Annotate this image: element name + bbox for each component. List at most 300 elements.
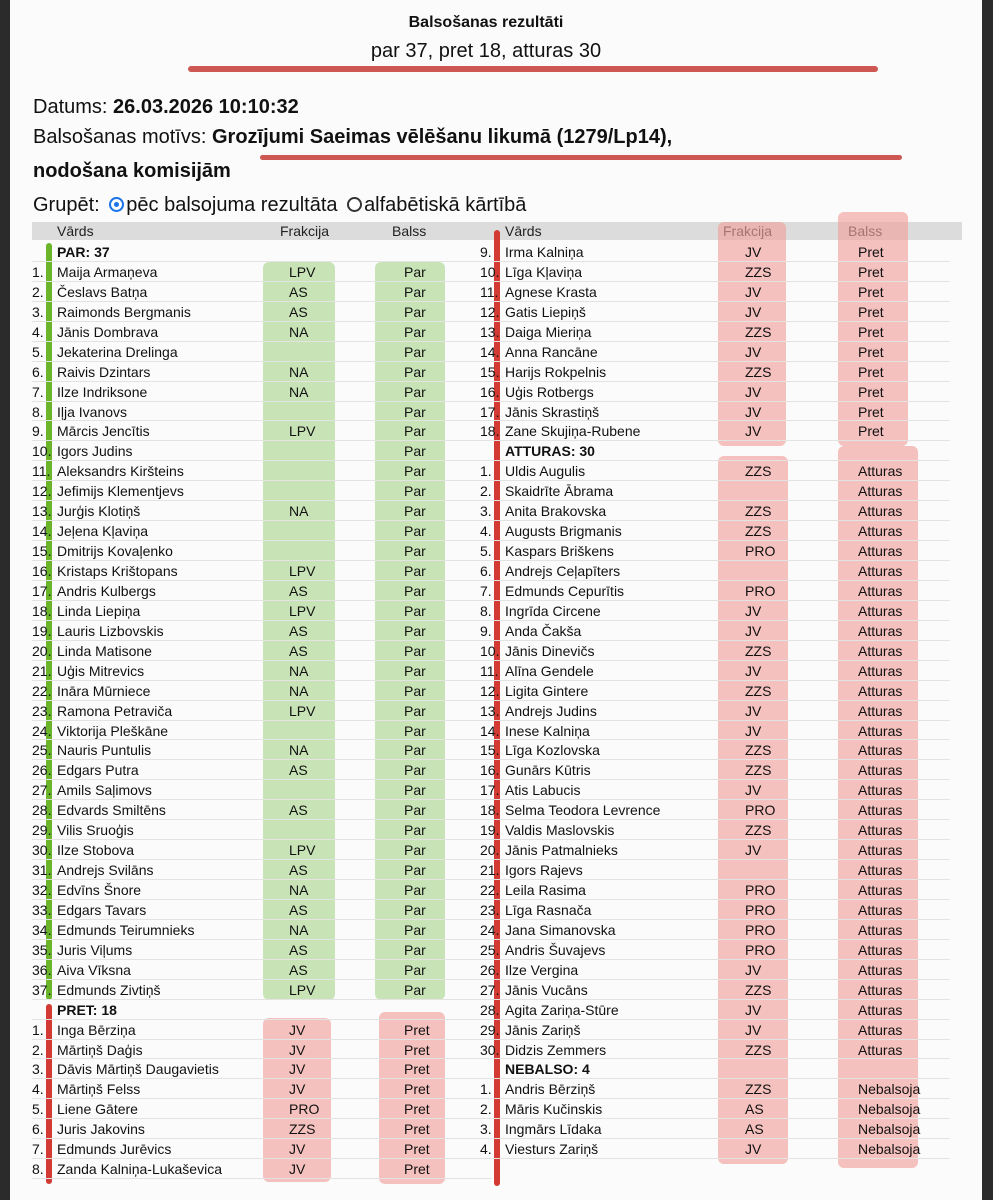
member-vote: Par [404,702,426,719]
member-faction: ZZS [745,363,772,380]
member-vote: Atturas [858,622,903,639]
member-faction: AS [289,622,308,639]
table-row [32,1020,492,1040]
member-name: Jefimijs Klementjevs [57,483,184,500]
row-number: 7. [480,582,492,599]
member-name: Gunārs Kūtris [505,762,591,779]
member-name: Zanda Kalniņa-Lukaševica [57,1161,222,1178]
member-faction: AS [745,1121,764,1138]
member-name: Edmunds Jurēvics [57,1141,172,1158]
member-vote: Par [404,383,426,400]
member-vote: Pret [858,343,884,360]
member-faction: ZZS [745,762,772,779]
member-faction: ZZS [745,682,772,699]
motive-underline-marker [260,155,902,160]
table-row [480,541,950,561]
member-vote: Par [404,323,426,340]
member-vote: Pret [404,1121,430,1138]
table-row [32,282,492,302]
member-vote: Atturas [858,842,903,859]
member-name: Raimonds Bergmanis [57,303,191,320]
table-row [32,441,492,461]
member-name: Jānis Zariņš [505,1021,581,1038]
member-vote: Atturas [858,702,903,719]
row-number: 17. [480,403,500,420]
member-vote: Atturas [858,1001,903,1018]
member-name: Igors Judins [57,443,133,460]
row-number: 16. [32,563,52,579]
member-faction: LPV [289,263,316,280]
row-number: 4. [32,323,44,340]
row-number: 18. [480,802,500,819]
member-name: Jekaterina Drelinga [57,343,178,360]
vote-summary: par 37, pret 18, atturas 30 [370,40,602,62]
member-vote: Atturas [858,602,903,619]
row-number: 12. [32,483,52,500]
member-name: Mārcis Jencītis [57,423,150,440]
member-vote: Pret [858,244,884,260]
row-number: 1. [32,1021,44,1038]
row-number: 3. [32,303,44,320]
member-vote: Pret [404,1021,430,1038]
table-row [480,1000,950,1020]
table-row [480,1020,950,1040]
table-row [32,402,492,422]
row-number: 26. [32,762,52,779]
member-name: Edmunds Teirumnieks [57,921,195,938]
row-number: 5. [32,1101,44,1118]
summary-underline-marker [188,66,878,72]
motive-label: Balsošanas motīvs: [33,126,207,148]
member-vote: Par [404,782,426,799]
row-number: 33. [32,901,52,918]
table-row [32,701,492,721]
row-number: 8. [480,602,492,619]
member-name: Andris Kulbergs [57,582,156,599]
member-name: Jānis Dinevičs [505,642,595,659]
table-row [480,1079,950,1099]
member-faction: ZZS [745,1041,772,1058]
member-faction: NA [289,921,309,938]
radio-alphabetical[interactable] [347,197,362,212]
member-vote: Par [404,762,426,779]
row-number: 4. [480,1141,492,1158]
member-faction: JV [745,403,762,420]
table-row [480,1099,950,1119]
member-vote: Atturas [858,862,903,879]
row-number: 18. [480,423,500,440]
member-name: Jānis Vucāns [505,981,588,998]
row-number: 8. [32,1161,44,1178]
motive-line [33,126,672,149]
table-row [480,302,950,322]
member-faction: JV [289,1161,306,1178]
member-faction: NA [289,363,309,380]
member-name: Edgars Putra [57,762,139,779]
table-row [480,900,950,920]
member-name: Ramona Petraviča [57,702,173,719]
member-vote: Atturas [858,563,903,579]
row-number: 4. [32,1081,44,1098]
member-name: Anda Čakša [505,622,582,639]
member-vote: Atturas [858,762,903,779]
date-value: 26.03.2026 10:10:32 [113,96,299,118]
member-faction: JV [745,722,762,739]
row-number: 10. [480,642,500,659]
member-faction: NA [289,742,309,759]
row-number: 2. [480,483,492,500]
member-faction: JV [745,842,762,859]
group-title: NEBALSO: 4 [505,1061,590,1078]
row-number: 7. [32,383,44,400]
member-name: Andrejs Judins [505,702,597,719]
col-name-header: Vārds [57,223,94,239]
table-row [480,501,950,521]
member-vote: Atturas [858,543,903,560]
col-name-header: Vārds [505,223,542,239]
member-name: Andris Šuvajevs [505,941,606,958]
member-name: Edvards Smiltēns [57,802,166,819]
member-name: Ingrīda Circene [505,602,601,619]
member-faction: AS [289,762,308,779]
table-row [32,1099,492,1119]
member-vote: Atturas [858,882,903,898]
member-faction: LPV [289,842,316,859]
member-name: Uģis Rotbergs [505,383,594,400]
member-vote: Par [404,303,426,320]
table-row [480,621,950,641]
member-name: Kaspars Briškens [505,543,614,560]
member-vote: Atturas [858,642,903,659]
grouping-label: Grupēt: [33,194,100,216]
table-row [480,641,950,661]
row-number: 5. [480,543,492,560]
table-row [480,322,950,342]
member-name: Raivis Dzintars [57,363,151,380]
member-faction: PRO [745,921,776,938]
member-faction: LPV [289,981,316,998]
row-number: 15. [32,543,52,560]
radio-by-result-label[interactable]: pēc balsojuma rezultāta [126,194,338,216]
table-row [480,1040,950,1060]
row-number: 21. [32,662,52,679]
member-vote: Atturas [858,722,903,739]
member-faction: AS [289,941,308,958]
row-number: 7. [32,1141,44,1158]
member-name: Liene Gātere [57,1101,138,1118]
row-number: 11. [32,463,51,480]
member-name: Linda Liepiņa [57,602,141,619]
member-name: Līga Kozlovska [505,742,600,759]
row-number: 6. [32,363,44,380]
member-faction: JV [745,1141,762,1158]
row-number: 16. [480,383,500,400]
member-vote: Atturas [858,901,903,918]
radio-alphabetical-label[interactable]: alfabētiskā kārtībā [364,194,527,216]
member-vote: Par [404,343,426,360]
member-name: Mārtiņš Daģis [57,1041,143,1058]
member-name: Inga Bērziņa [57,1021,136,1038]
table-row [480,461,950,481]
member-name: Igors Rajevs [505,862,583,879]
member-vote: Pret [858,303,884,320]
member-name: Juris Jakovins [57,1121,145,1138]
row-number: 11. [480,283,499,300]
row-number: 20. [32,642,52,659]
row-number: 27. [32,782,52,799]
table-row [480,880,950,900]
table-row [32,860,492,880]
row-number: 4. [480,523,492,540]
table-row [32,581,492,601]
row-number: 24. [480,921,500,938]
member-name: Amils Saļimovs [57,782,152,799]
member-faction: LPV [289,423,316,440]
member-name: Skaidrīte Ābrama [505,483,614,500]
col-faction-header: Frakcija [280,223,330,239]
member-name: Jānis Dombrava [57,323,159,340]
row-number: 6. [32,1121,44,1138]
results-sheet [10,0,982,1200]
member-faction: AS [289,961,308,978]
member-faction: ZZS [745,981,772,998]
member-vote: Atturas [858,503,903,520]
member-faction: PRO [745,882,776,898]
member-vote: Nebalsoja [858,1081,921,1098]
member-vote: Par [404,921,426,938]
member-faction: LPV [289,602,316,619]
table-row [480,581,950,601]
row-number: 3. [480,1121,492,1138]
member-name: Aleksandrs Kiršteins [57,463,184,480]
member-faction: JV [289,1061,306,1078]
row-number: 2. [32,283,44,300]
table-row [32,900,492,920]
radio-by-result[interactable] [109,197,124,212]
table-row [32,541,492,561]
member-faction: JV [745,702,762,719]
member-vote: Par [404,363,426,380]
table-row [32,382,492,402]
member-name: Ilze Stobova [57,842,135,859]
row-number: 14. [32,523,52,540]
table-row [480,1139,950,1159]
row-number: 5. [32,343,44,360]
table-row [32,960,492,980]
table-row [480,800,950,820]
member-name: Edvīns Šnore [57,882,142,898]
table-row [480,980,950,1000]
member-name: Daiga Mieriņa [505,323,592,340]
row-number: 12. [480,682,500,699]
table-row [32,920,492,940]
table-row [32,1119,492,1139]
table-row [480,661,950,681]
table-row [32,501,492,521]
member-vote: Par [404,463,426,480]
member-faction: ZZS [745,523,772,540]
table-row [32,820,492,840]
table-row [32,800,492,820]
table-row [480,920,950,940]
member-name: Linda Matisone [57,642,152,659]
member-vote: Par [404,423,426,440]
table-row [480,1119,950,1139]
member-name: Ingmārs Līdaka [505,1121,602,1138]
member-vote: Par [404,483,426,500]
member-name: Jānis Skrastiņš [505,403,600,420]
table-row [32,940,492,960]
member-vote: Par [404,263,426,280]
member-vote: Atturas [858,742,903,759]
row-number: 28. [480,1001,500,1018]
row-number: 12. [480,303,500,320]
member-vote: Par [404,941,426,958]
motive-value: Grozījumi Saeimas vēlēšanu likumā (1279/Lp14), [211,126,673,148]
row-number: 13. [480,323,500,340]
member-faction: PRO [745,802,776,819]
row-number: 31. [32,862,52,879]
group-header-row [32,1000,492,1020]
member-vote: Atturas [858,822,903,839]
member-faction: ZZS [289,1121,316,1138]
member-faction: JV [289,1041,306,1058]
member-vote: Atturas [858,782,903,799]
member-faction: JV [745,1001,762,1018]
member-vote: Atturas [858,802,903,819]
member-name: Edmunds Cepurītis [505,582,625,599]
member-vote: Par [404,563,426,579]
member-name: Irma Kalniņa [505,244,584,260]
row-number: 17. [480,782,500,799]
member-faction: JV [745,343,762,360]
table-row [480,780,950,800]
row-number: 1. [480,1081,492,1098]
table-row [32,1079,492,1099]
member-vote: Pret [858,323,884,340]
member-name: Leila Rasima [505,882,586,898]
member-vote: Pret [404,1161,430,1178]
row-number: 2. [32,1041,44,1058]
member-faction: ZZS [745,263,772,280]
row-number: 11. [480,662,499,679]
member-vote: Atturas [858,483,903,500]
row-number: 3. [480,503,492,520]
row-number: 9. [480,244,492,260]
member-faction: JV [289,1021,306,1038]
member-name: Jānis Patmalnieks [505,842,618,859]
row-number: 14. [480,722,500,739]
member-name: Agnese Krasta [505,283,597,300]
member-name: Lauris Lizbovskis [57,622,164,639]
table-row [32,880,492,900]
member-vote: Par [404,842,426,859]
member-name: Vilis Sruoģis [57,822,134,839]
row-number: 17. [32,582,52,599]
row-number: 14. [480,343,500,360]
group-title: PAR: 37 [57,244,110,260]
member-name: Edgars Tavars [57,901,147,918]
table-row [32,621,492,641]
member-faction: ZZS [745,463,772,480]
member-faction: ZZS [745,1081,772,1098]
member-vote: Par [404,523,426,540]
table-row [32,980,492,1000]
member-name: Anita Brakovska [505,503,607,520]
member-vote: Par [404,862,426,879]
member-name: Atis Labucis [505,782,581,799]
member-vote: Par [404,742,426,759]
row-number: 8. [32,403,44,420]
grouping-control [33,194,526,217]
row-number: 15. [480,363,500,380]
row-number: 37. [32,981,52,998]
motive-value-continued: nodošana komisijām [33,160,231,182]
table-row [480,760,950,780]
member-vote: Pret [858,283,884,300]
table-row [480,960,950,980]
member-faction: NA [289,503,309,520]
member-vote: Pret [858,383,884,400]
member-name: Uģis Mitrevics [57,662,145,679]
row-number: 1. [480,463,492,480]
member-faction: JV [745,283,762,300]
table-row [32,840,492,860]
row-number: 30. [32,842,52,859]
row-number: 22. [32,682,52,699]
row-number: 6. [480,563,492,579]
member-name: Andrejs Svilāns [57,862,154,879]
table-row [32,740,492,760]
member-name: Jurģis Klotiņš [57,503,141,520]
table-header-left [32,222,500,240]
member-vote: Atturas [858,582,903,599]
row-number: 22. [480,882,500,898]
member-name: Ilze Vergina [505,961,579,978]
member-faction: AS [745,1101,764,1118]
group-title: PRET: 18 [57,1001,117,1018]
member-name: Dmitrijs Kovaļenko [57,543,173,560]
table-row [32,481,492,501]
member-faction: JV [745,423,762,440]
member-name: Mārtiņš Felss [57,1081,141,1098]
member-vote: Atturas [858,682,903,699]
row-number: 25. [32,742,52,759]
member-faction: AS [289,862,308,879]
member-faction: AS [289,303,308,320]
member-vote: Par [404,503,426,520]
member-name: Aiva Vīksna [57,961,131,978]
row-number: 24. [32,722,52,739]
member-faction: JV [289,1141,306,1158]
row-number: 18. [32,602,52,619]
col-vote-header: Balss [392,223,427,239]
member-name: Līga Rasnača [505,901,592,918]
member-name: Uldis Augulis [505,463,586,480]
table-row [480,342,950,362]
row-number: 27. [480,981,500,998]
member-faction: JV [745,303,762,320]
member-faction: ZZS [745,822,772,839]
table-row [32,681,492,701]
member-name: Edmunds Zivtiņš [57,981,161,998]
table-row [32,1159,492,1179]
member-name: Maija Armaņeva [57,263,158,280]
member-vote: Par [404,722,426,739]
member-faction: JV [745,244,762,260]
table-row [480,740,950,760]
row-number: 34. [32,921,52,938]
